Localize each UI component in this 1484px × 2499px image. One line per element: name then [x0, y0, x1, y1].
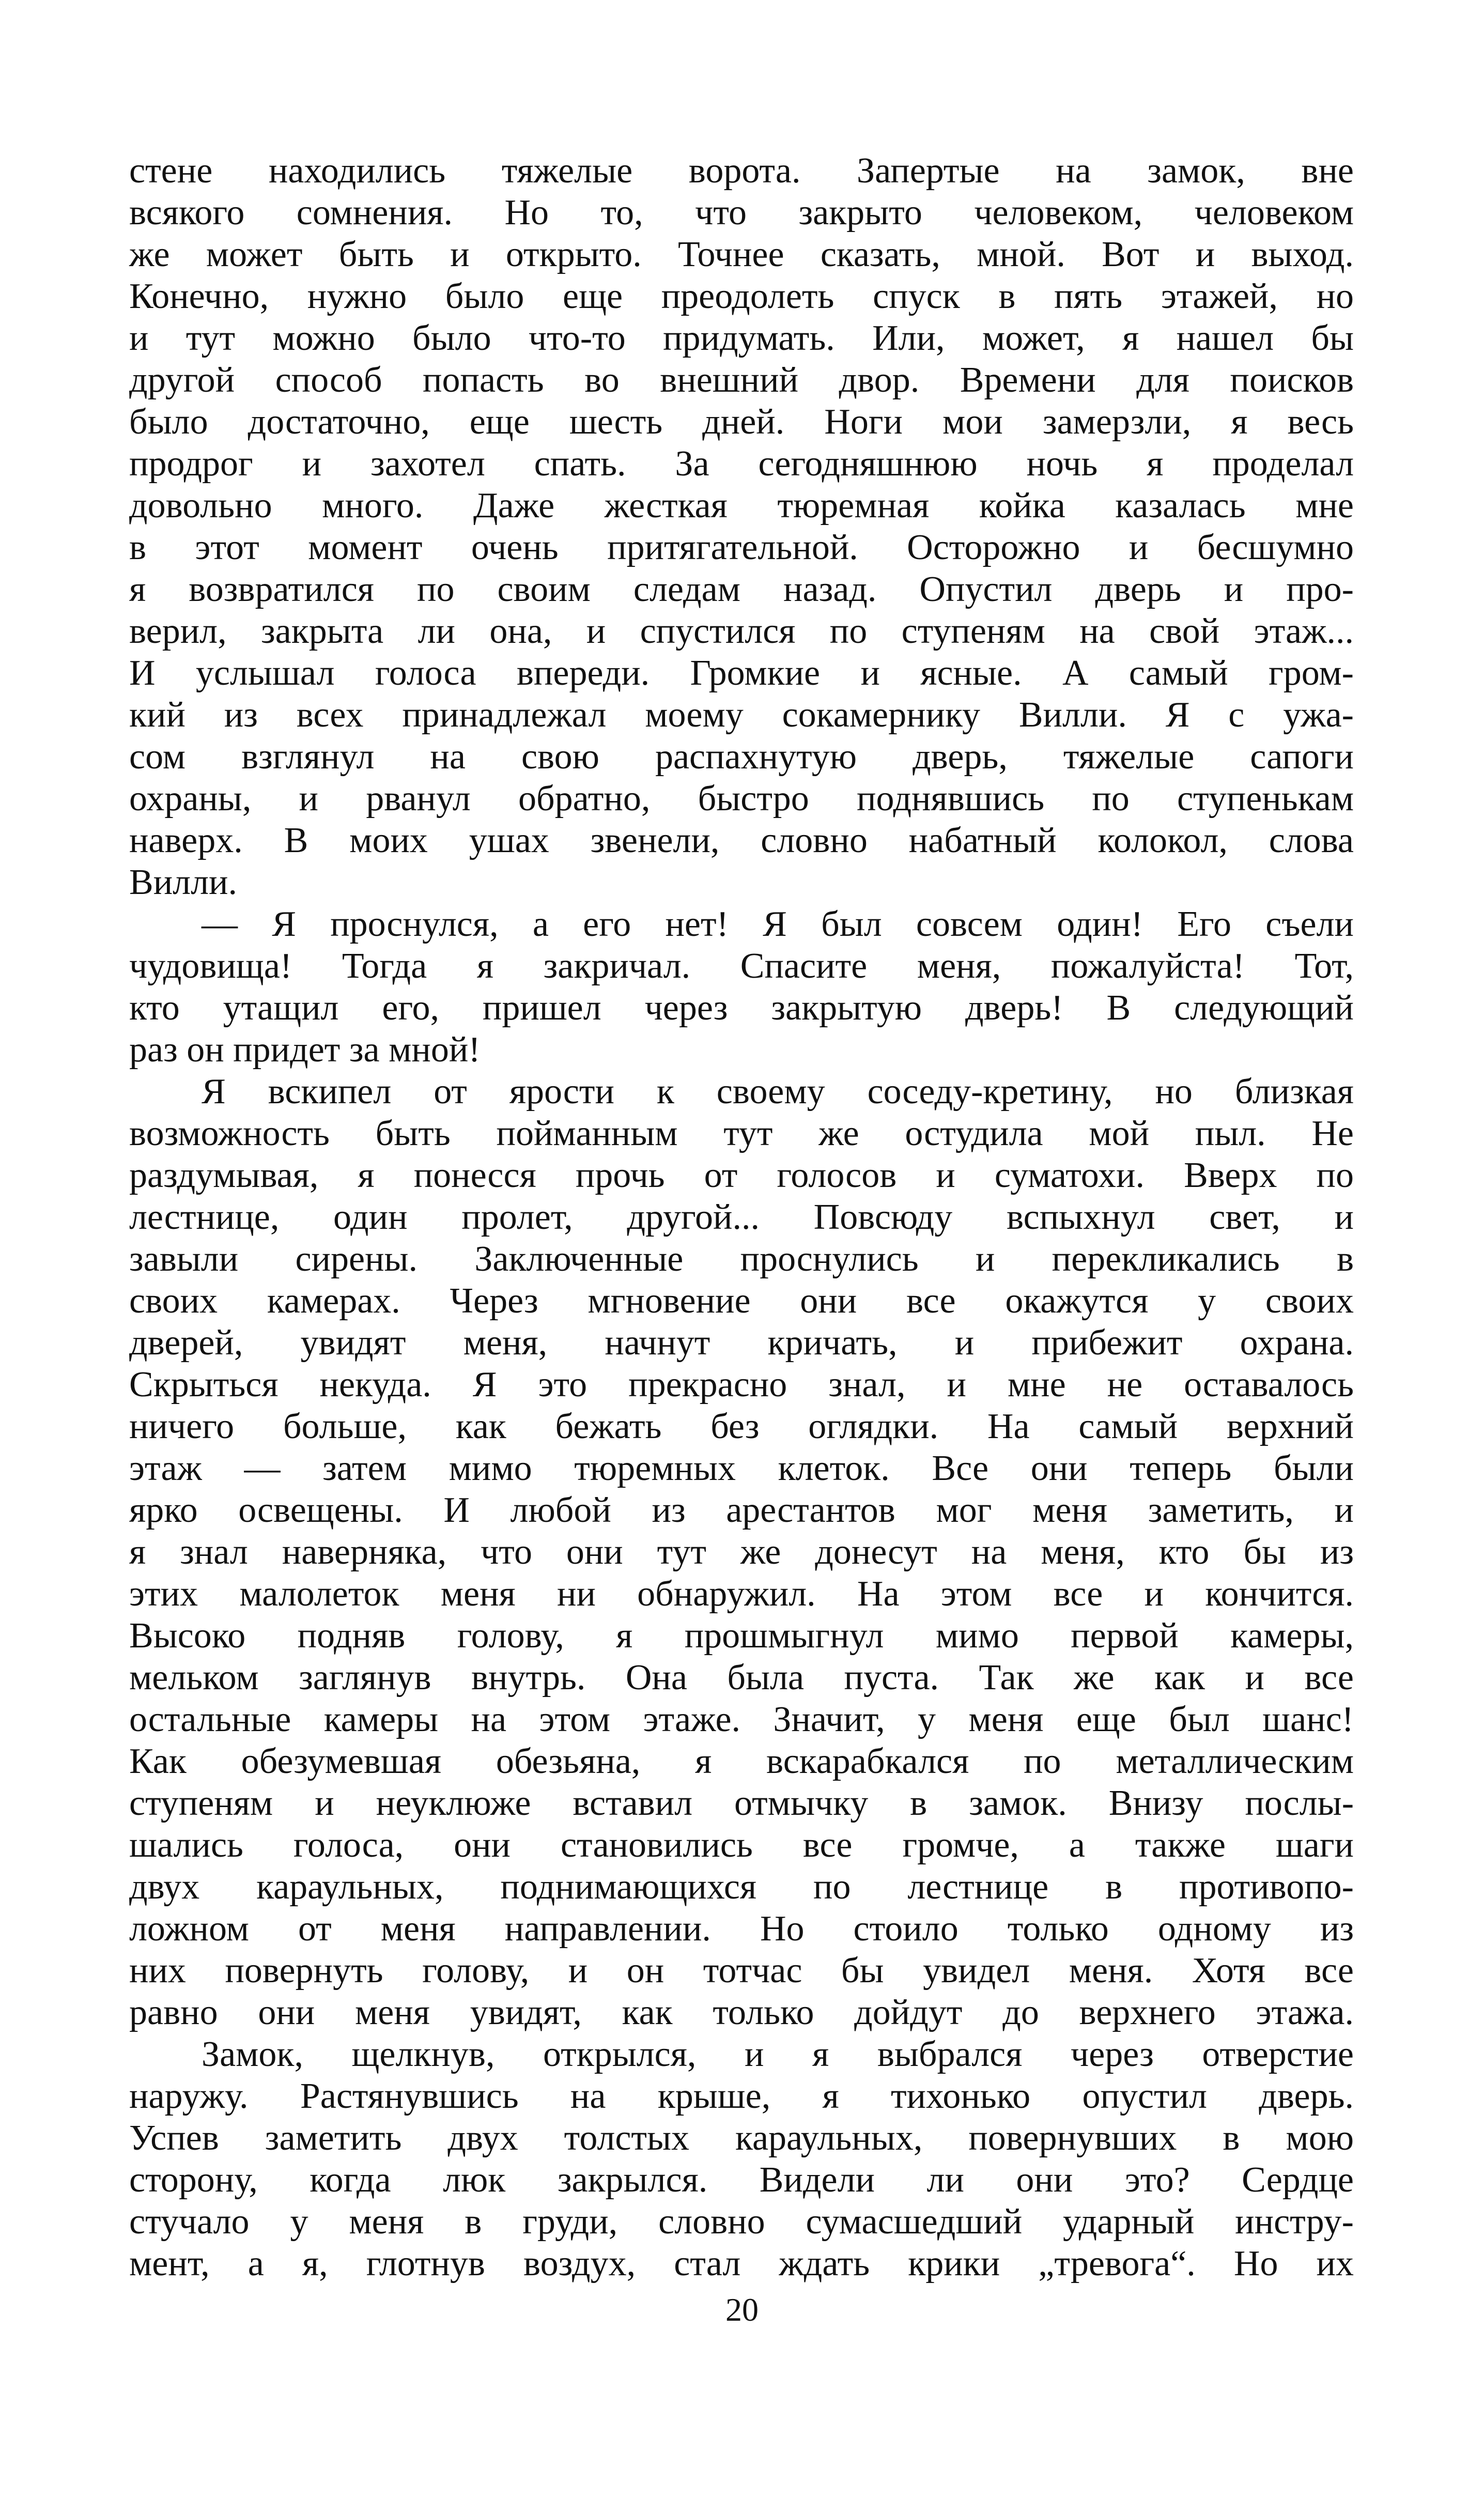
text-line: сом взглянул на свою распахнутую дверь, тяжелые сапоги	[129, 737, 1354, 777]
text-line: дверей, увидят меня, начнут кричать, и прибежит охрана.	[129, 1323, 1354, 1363]
text-line: раздумывая, я понесся прочь от голосов и суматохи. Вверх по	[129, 1155, 1354, 1195]
text-line: стучало у меня в груди, словно сумасшедший ударный инстру-	[129, 2202, 1354, 2242]
text-line: Замок, щелкнув, открылся, и я выбрался через отверстие	[202, 2034, 1354, 2074]
text-line: равно они меня увидят, как только дойдут до верхнего этажа.	[129, 1993, 1354, 2032]
text-line: я знал наверняка, что они тут же донесут на меня, кто бы из	[129, 1532, 1354, 1572]
text-line: Как обезумевшая обезьяна, я вскарабкался по металлическим	[129, 1741, 1354, 1781]
text-line: ложном от меня направлении. Но стоило только одному из	[129, 1909, 1354, 1949]
text-line: лестнице, один пролет, другой... Повсюду вспыхнул свет, и	[129, 1197, 1354, 1237]
text-line: — Я проснулся, а его нет! Я был совсем один! Его съели	[202, 904, 1354, 944]
text-line: в этот момент очень притягательной. Осторожно и бесшумно	[129, 528, 1354, 567]
text-line: сторону, когда люк закрылся. Видели ли они это? Сердце	[129, 2160, 1354, 2200]
text-line: Высоко подняв голову, я прошмыгнул мимо первой камеры,	[129, 1616, 1354, 1656]
text-line: завыли сирены. Заключенные проснулись и перекликались в	[129, 1239, 1354, 1279]
text-line: И услышал голоса впереди. Громкие и ясные. А самый гром-	[129, 653, 1354, 693]
text-line: продрог и захотел спать. За сегодняшнюю ночь я проделал	[129, 444, 1354, 484]
text-line: Успев заметить двух толстых караульных, повернувших в мою	[129, 2118, 1354, 2158]
text-line: Конечно, нужно было еще преодолеть спуск в пять этажей, но	[129, 276, 1354, 316]
text-line: было достаточно, еще шесть дней. Ноги мои замерзли, я весь	[129, 402, 1354, 442]
text-line: кто утащил его, пришел через закрытую дверь! В следующий	[129, 988, 1354, 1028]
text-line: охраны, и рванул обратно, быстро поднявшись по ступенькам	[129, 779, 1354, 819]
text-line: этаж — затем мимо тюремных клеток. Все они теперь были	[129, 1448, 1354, 1488]
text-line: стене находились тяжелые ворота. Запертые на замок, вне	[129, 151, 1354, 191]
page-number: 20	[725, 2291, 759, 2328]
text-line: наружу. Растянувшись на крыше, я тихонько опустил дверь.	[129, 2076, 1354, 2116]
text-line: Я вскипел от ярости к своему соседу-кретину, но близкая	[202, 1072, 1354, 1112]
text-line: же может быть и открыто. Точнее сказать, мной. Вот и выход.	[129, 235, 1354, 274]
text-line: и тут можно было что-то придумать. Или, может, я нашел бы	[129, 318, 1354, 358]
text-line: чудовища! Тогда я закричал. Спасите меня, пожалуйста! Тот,	[129, 946, 1354, 986]
text-line: мельком заглянув внутрь. Она была пуста. Так же как и все	[129, 1658, 1354, 1698]
text-line: шались голоса, они становились все громче, а также шаги	[129, 1825, 1354, 1865]
text-line: ступеням и неуклюже вставил отмычку в замок. Внизу послы-	[129, 1783, 1354, 1823]
text-line: ничего больше, как бежать без оглядки. На самый верхний	[129, 1407, 1354, 1446]
text-line: возможность быть пойманным тут же остудила мой пыл. Не	[129, 1114, 1354, 1153]
text-line: своих камерах. Через мгновение они все окажутся у своих	[129, 1281, 1354, 1321]
text-line: ярко освещены. И любой из арестантов мог меня заметить, и	[129, 1490, 1354, 1530]
text-line: другой способ попасть во внешний двор. Времени для поисков	[129, 360, 1354, 400]
text-line: наверх. В моих ушах звенели, словно набатный колокол, слова	[129, 821, 1354, 860]
text-line: мент, а я, глотнув воздух, стал ждать крики „тревога“. Но их	[129, 2244, 1354, 2284]
text-line: довольно много. Даже жесткая тюремная койка казалась мне	[129, 486, 1354, 526]
text-line: я возвратился по своим следам назад. Опустил дверь и про-	[129, 569, 1354, 609]
body-text	[129, 150, 1354, 2285]
text-line: верил, закрыта ли она, и спустился по ступеням на свой этаж...	[129, 611, 1354, 651]
text-line: этих малолеток меня ни обнаружил. На этом все и кончится.	[129, 1574, 1354, 1614]
text-line: Вилли.	[129, 862, 237, 902]
text-line: Скрыться некуда. Я это прекрасно знал, и мне не оставалось	[129, 1365, 1354, 1405]
text-line: двух караульных, поднимающихся по лестнице в противопо-	[129, 1867, 1354, 1907]
text-line: кий из всех принадлежал моему сокамернику Вилли. Я с ужа-	[129, 695, 1354, 735]
text-line: остальные камеры на этом этаже. Значит, у меня еще был шанс!	[129, 1700, 1354, 1739]
text-line: всякого сомнения. Но то, что закрыто человеком, человеком	[129, 193, 1354, 233]
text-line: раз он придет за мной!	[129, 1030, 481, 1070]
text-line: них повернуть голову, и он тотчас бы увидел меня. Хотя все	[129, 1951, 1354, 1991]
